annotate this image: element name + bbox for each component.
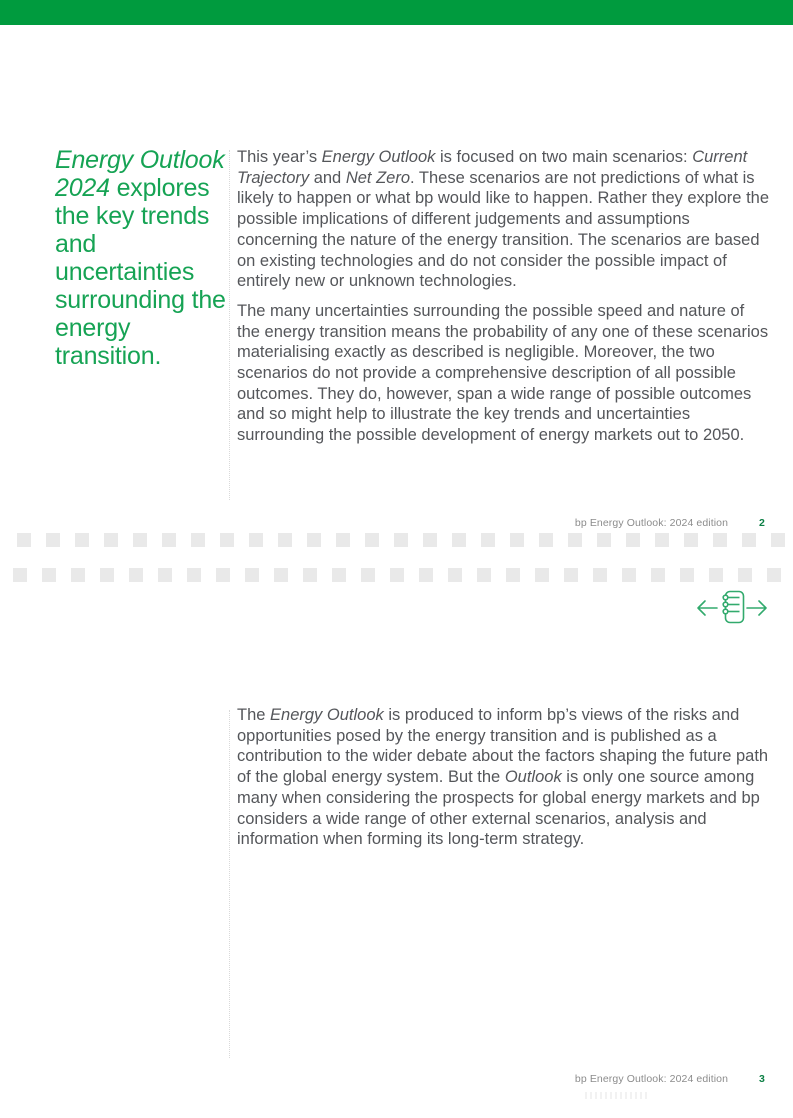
body-paragraph: The many uncertainties surrounding the possible speed and nature of the energy transition means the probability of any one of these scenarios materialising exactly as described is negligible. Moreover, the two scenarios do not provide a comprehensive description of all possible outcomes. They do, however, span a wide range of possible outcomes and so might help to illustrate the key trends and uncertainties surrounding the possible development of energy markets out to 2050.	[237, 301, 769, 445]
dot-pattern-row	[17, 533, 793, 547]
column-divider	[229, 710, 230, 1058]
page-headline: Energy Outlook 2024 explores the key trends and uncertainties surrounding the energy transition.	[55, 146, 226, 370]
footer-text: bp Energy Outlook: 2024 edition	[574, 517, 729, 529]
page3-body	[237, 705, 769, 859]
footer-text: bp Energy Outlook: 2024 edition	[574, 1073, 729, 1085]
header-bar	[0, 0, 793, 25]
body-paragraph: This year’s Energy Outlook is focused on two main scenarios: Current Trajectory and Net Zero. These scenarios are not predictions of what is likely to happen or what bp would like to happen. Rather they explore the possible implications of different judgements and assumptions concerning the nature of the energy transition. The scenarios are based on existing technologies and do not consider the possible impact of entirely new or unknown technologies.	[237, 148, 770, 291]
body-paragraph: The Energy Outlook is produced to inform bp’s views of the risks and opportunities posed by the energy transition and is published as a contribution to the wider debate about the factors shaping the future path of the global energy system. But the Outlook is only one source among many when considering the prospects for global energy markets and bp considers a wide range of other external scenarios, analysis and information when forming its long-term strategy.	[237, 706, 769, 849]
page-footer	[575, 517, 765, 529]
dot-pattern-row	[13, 568, 793, 582]
page-navigation	[696, 586, 776, 628]
page2-body	[237, 147, 769, 455]
contents-icon[interactable]	[718, 588, 746, 626]
faint-dot-fragment	[585, 1092, 647, 1099]
column-divider	[229, 150, 230, 500]
page-number: 3	[759, 1073, 765, 1085]
page-footer	[575, 1073, 765, 1085]
page-number: 2	[759, 517, 765, 529]
next-page-arrow-icon[interactable]	[746, 599, 768, 617]
prev-page-arrow-icon[interactable]	[696, 599, 718, 617]
